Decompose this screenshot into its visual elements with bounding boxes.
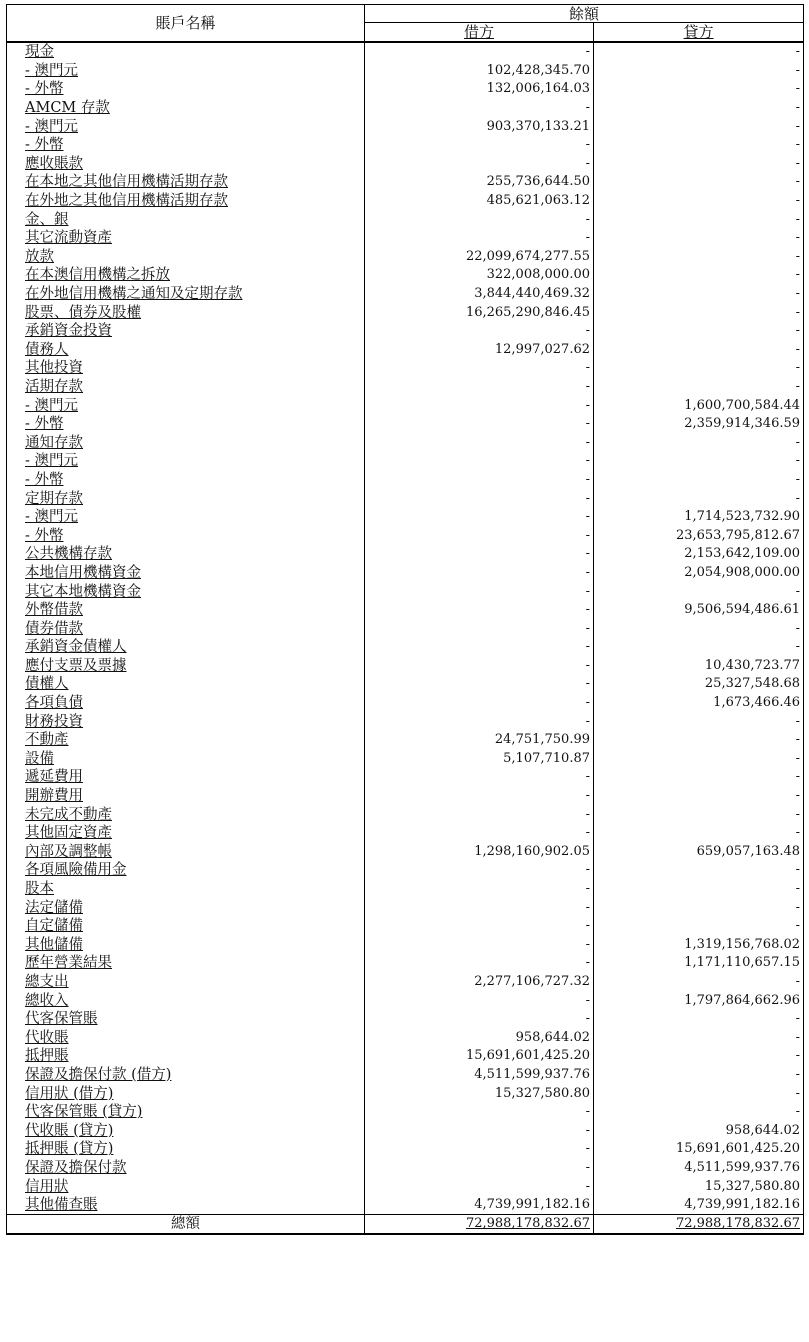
account-name-cell: 抵押賬: [7, 1047, 365, 1066]
table-row: [7, 1066, 804, 1085]
debit-cell: -: [365, 322, 594, 341]
account-name-header: 賬戶名稱: [7, 5, 365, 43]
credit-cell: -: [594, 285, 804, 304]
account-name-cell: - 外幣: [7, 80, 365, 99]
debit-cell: -: [365, 508, 594, 527]
account-name-cell: - 澳門元: [7, 508, 365, 527]
table-row: [7, 545, 804, 564]
account-name-cell: 保證及擔保付款: [7, 1159, 365, 1178]
debit-cell: 12,997,027.62: [365, 341, 594, 360]
table-row: [7, 1084, 804, 1103]
table-row: [7, 285, 804, 304]
account-name-cell: 本地信用機構資金: [7, 564, 365, 583]
debit-cell: 903,370,133.21: [365, 117, 594, 136]
debit-cell: -: [365, 1177, 594, 1196]
debit-cell: -: [365, 1010, 594, 1029]
credit-cell: 1,171,110,657.15: [594, 954, 804, 973]
debit-cell: -: [365, 768, 594, 787]
credit-cell: -: [594, 861, 804, 880]
credit-cell: -: [594, 248, 804, 267]
account-name-cell: - 澳門元: [7, 117, 365, 136]
table-row: [7, 433, 804, 452]
table-row: [7, 805, 804, 824]
account-name-cell: 債務人: [7, 341, 365, 360]
account-name-cell: 其他儲備: [7, 936, 365, 955]
debit-cell: -: [365, 396, 594, 415]
account-name-cell: 應收賬款: [7, 155, 365, 174]
debit-cell: -: [365, 471, 594, 490]
credit-cell: 1,673,466.46: [594, 694, 804, 713]
table-row: [7, 564, 804, 583]
debit-cell: 485,621,063.12: [365, 192, 594, 211]
account-name-cell: 設備: [7, 750, 365, 769]
credit-cell: -: [594, 712, 804, 731]
debit-cell: -: [365, 359, 594, 378]
debit-cell: 1,298,160,902.05: [365, 843, 594, 862]
total-label: 總額: [7, 1215, 365, 1235]
account-name-cell: 其他投資: [7, 359, 365, 378]
credit-cell: -: [594, 750, 804, 769]
debit-cell: -: [365, 898, 594, 917]
table-row: [7, 787, 804, 806]
account-name-cell: 自定儲備: [7, 917, 365, 936]
credit-cell: 2,359,914,346.59: [594, 415, 804, 434]
credit-cell: 1,797,864,662.96: [594, 991, 804, 1010]
debit-cell: -: [365, 1121, 594, 1140]
account-name-cell: AMCM 存款: [7, 99, 365, 118]
table-row: [7, 1028, 804, 1047]
debit-cell: 4,511,599,937.76: [365, 1066, 594, 1085]
account-name-cell: 信用狀 (借方): [7, 1084, 365, 1103]
table-row: [7, 341, 804, 360]
table-row: [7, 712, 804, 731]
table-row: [7, 1103, 804, 1122]
debit-cell: -: [365, 42, 594, 62]
account-name-cell: 活期存款: [7, 378, 365, 397]
debit-cell: -: [365, 545, 594, 564]
account-name-cell: 代客保管賬 (貸方): [7, 1103, 365, 1122]
table-row: [7, 99, 804, 118]
account-name-cell: 遞延費用: [7, 768, 365, 787]
credit-cell: -: [594, 917, 804, 936]
credit-cell: 1,600,700,584.44: [594, 396, 804, 415]
table-header: [7, 5, 804, 43]
table-row: [7, 452, 804, 471]
debit-cell: -: [365, 489, 594, 508]
credit-cell: -: [594, 824, 804, 843]
account-name-cell: 承銷資金債權人: [7, 638, 365, 657]
credit-cell: -: [594, 731, 804, 750]
account-name-cell: 在外地之其他信用機構活期存款: [7, 192, 365, 211]
credit-cell: -: [594, 136, 804, 155]
credit-header: 貸方: [594, 23, 804, 43]
table-row: [7, 991, 804, 1010]
credit-cell: 1,714,523,732.90: [594, 508, 804, 527]
table-row: [7, 973, 804, 992]
table-row: [7, 731, 804, 750]
credit-cell: 23,653,795,812.67: [594, 526, 804, 545]
table-row: [7, 489, 804, 508]
debit-cell: 16,265,290,846.45: [365, 303, 594, 322]
debit-cell: -: [365, 787, 594, 806]
credit-cell: 25,327,548.68: [594, 675, 804, 694]
debit-cell: -: [365, 638, 594, 657]
account-name-cell: 代收賬 (貸方): [7, 1121, 365, 1140]
table-row: [7, 657, 804, 676]
credit-cell: -: [594, 378, 804, 397]
account-name-cell: 各項風險備用金: [7, 861, 365, 880]
table-row: [7, 954, 804, 973]
debit-cell: 4,739,991,182.16: [365, 1196, 594, 1215]
account-name-cell: 代客保管賬: [7, 1010, 365, 1029]
debit-cell: 24,751,750.99: [365, 731, 594, 750]
table-row: [7, 359, 804, 378]
table-row: [7, 675, 804, 694]
account-name-cell: 放款: [7, 248, 365, 267]
debit-cell: 2,277,106,727.32: [365, 973, 594, 992]
account-name-cell: 定期存款: [7, 489, 365, 508]
credit-cell: 15,691,601,425.20: [594, 1140, 804, 1159]
credit-cell: 4,739,991,182.16: [594, 1196, 804, 1215]
account-name-cell: 金、銀: [7, 210, 365, 229]
account-name-cell: 在本地之其他信用機構活期存款: [7, 173, 365, 192]
table-row: [7, 861, 804, 880]
debit-cell: -: [365, 378, 594, 397]
table-row: [7, 62, 804, 81]
account-name-cell: 股本: [7, 880, 365, 899]
table-row: [7, 694, 804, 713]
debit-cell: 132,006,164.03: [365, 80, 594, 99]
table-row: [7, 1140, 804, 1159]
account-name-cell: 債權人: [7, 675, 365, 694]
credit-cell: -: [594, 898, 804, 917]
debit-cell: -: [365, 136, 594, 155]
credit-cell: 10,430,723.77: [594, 657, 804, 676]
debit-cell: 958,644.02: [365, 1028, 594, 1047]
balance-header: 餘額: [365, 5, 804, 23]
credit-cell: 4,511,599,937.76: [594, 1159, 804, 1178]
account-name-cell: 總支出: [7, 973, 365, 992]
account-name-cell: 通知存款: [7, 433, 365, 452]
credit-cell: -: [594, 619, 804, 638]
account-name-cell: 承銷資金投資: [7, 322, 365, 341]
account-name-cell: 各項負債: [7, 694, 365, 713]
table-row: [7, 173, 804, 192]
debit-header: 借方: [365, 23, 594, 43]
credit-cell: -: [594, 880, 804, 899]
table-row: [7, 1121, 804, 1140]
table-row: [7, 1177, 804, 1196]
debit-cell: -: [365, 954, 594, 973]
debit-cell: -: [365, 155, 594, 174]
debit-cell: 5,107,710.87: [365, 750, 594, 769]
credit-cell: 1,319,156,768.02: [594, 936, 804, 955]
credit-cell: -: [594, 1047, 804, 1066]
debit-cell: -: [365, 712, 594, 731]
table-row: [7, 936, 804, 955]
account-name-cell: 歷年營業結果: [7, 954, 365, 973]
debit-cell: 15,327,580.80: [365, 1084, 594, 1103]
debit-cell: -: [365, 824, 594, 843]
credit-cell: -: [594, 638, 804, 657]
credit-cell: -: [594, 1103, 804, 1122]
account-name-cell: - 外幣: [7, 136, 365, 155]
account-name-cell: 在本澳信用機構之拆放: [7, 266, 365, 285]
debit-cell: 322,008,000.00: [365, 266, 594, 285]
table-row: [7, 750, 804, 769]
debit-cell: -: [365, 1103, 594, 1122]
debit-cell: -: [365, 1159, 594, 1178]
table-row: [7, 378, 804, 397]
table-row: [7, 508, 804, 527]
account-name-cell: 公共機構存款: [7, 545, 365, 564]
account-name-cell: 應付支票及票據: [7, 657, 365, 676]
table-row: [7, 471, 804, 490]
account-name-cell: 股票、債券及股權: [7, 303, 365, 322]
account-name-cell: 其它流動資產: [7, 229, 365, 248]
table-row: [7, 155, 804, 174]
table-row: [7, 80, 804, 99]
credit-cell: 659,057,163.48: [594, 843, 804, 862]
credit-cell: -: [594, 266, 804, 285]
credit-cell: -: [594, 303, 804, 322]
trial-balance-table: [6, 4, 804, 1235]
account-name-cell: 保證及擔保付款 (借方): [7, 1066, 365, 1085]
credit-cell: -: [594, 471, 804, 490]
debit-cell: 22,099,674,277.55: [365, 248, 594, 267]
debit-cell: -: [365, 452, 594, 471]
table-row: [7, 303, 804, 322]
debit-cell: -: [365, 694, 594, 713]
credit-cell: 2,054,908,000.00: [594, 564, 804, 583]
account-name-cell: 其它本地機構資金: [7, 582, 365, 601]
table-row: [7, 843, 804, 862]
credit-cell: -: [594, 229, 804, 248]
table-row: [7, 192, 804, 211]
account-name-cell: 抵押賬 (貸方): [7, 1140, 365, 1159]
account-name-cell: 外幣借款: [7, 601, 365, 620]
credit-cell: -: [594, 805, 804, 824]
table-body: [7, 42, 804, 1215]
credit-cell: -: [594, 433, 804, 452]
credit-cell: -: [594, 117, 804, 136]
debit-cell: -: [365, 657, 594, 676]
debit-cell: -: [365, 99, 594, 118]
debit-cell: -: [365, 1140, 594, 1159]
account-name-cell: - 外幣: [7, 471, 365, 490]
debit-cell: -: [365, 880, 594, 899]
debit-cell: -: [365, 991, 594, 1010]
debit-cell: -: [365, 619, 594, 638]
table-row: [7, 1196, 804, 1215]
table-row: [7, 601, 804, 620]
table-row: [7, 917, 804, 936]
debit-cell: -: [365, 861, 594, 880]
debit-cell: -: [365, 582, 594, 601]
account-name-cell: 不動產: [7, 731, 365, 750]
account-name-cell: - 外幣: [7, 415, 365, 434]
table-row: [7, 880, 804, 899]
credit-cell: -: [594, 173, 804, 192]
account-name-cell: - 澳門元: [7, 62, 365, 81]
total-debit: 72,988,178,832.67: [365, 1215, 594, 1235]
credit-cell: -: [594, 973, 804, 992]
table-row: [7, 248, 804, 267]
credit-cell: 15,327,580.80: [594, 1177, 804, 1196]
debit-cell: -: [365, 805, 594, 824]
table-row: [7, 396, 804, 415]
table-row: [7, 582, 804, 601]
credit-cell: -: [594, 1066, 804, 1085]
debit-cell: -: [365, 675, 594, 694]
debit-cell: 15,691,601,425.20: [365, 1047, 594, 1066]
credit-cell: -: [594, 787, 804, 806]
credit-cell: -: [594, 42, 804, 62]
credit-cell: -: [594, 452, 804, 471]
account-name-cell: 未完成不動產: [7, 805, 365, 824]
credit-cell: -: [594, 62, 804, 81]
credit-cell: -: [594, 80, 804, 99]
account-name-cell: 法定儲備: [7, 898, 365, 917]
credit-cell: -: [594, 99, 804, 118]
account-name-cell: 開辦費用: [7, 787, 365, 806]
table-row: [7, 638, 804, 657]
table-row: [7, 117, 804, 136]
credit-cell: -: [594, 341, 804, 360]
table-row: [7, 229, 804, 248]
table-row: [7, 898, 804, 917]
table-row: [7, 768, 804, 787]
debit-cell: -: [365, 415, 594, 434]
account-name-cell: - 外幣: [7, 526, 365, 545]
credit-cell: -: [594, 192, 804, 211]
credit-cell: -: [594, 1028, 804, 1047]
table-row: [7, 1010, 804, 1029]
credit-cell: -: [594, 489, 804, 508]
account-name-cell: 總收入: [7, 991, 365, 1010]
account-name-cell: 代收賬: [7, 1028, 365, 1047]
debit-cell: -: [365, 917, 594, 936]
credit-cell: 958,644.02: [594, 1121, 804, 1140]
account-name-cell: 其他固定資產: [7, 824, 365, 843]
table-row: [7, 824, 804, 843]
debit-cell: -: [365, 601, 594, 620]
credit-cell: -: [594, 582, 804, 601]
credit-cell: -: [594, 1084, 804, 1103]
account-name-cell: 其他備查賬: [7, 1196, 365, 1215]
total-row: [7, 1215, 804, 1235]
table-row: [7, 266, 804, 285]
credit-cell: -: [594, 155, 804, 174]
credit-cell: -: [594, 1010, 804, 1029]
credit-cell: -: [594, 210, 804, 229]
account-name-cell: 在外地信用機構之通知及定期存款: [7, 285, 365, 304]
table-row: [7, 210, 804, 229]
table-row: [7, 415, 804, 434]
trial-balance-sheet: [6, 4, 803, 1235]
debit-cell: 102,428,345.70: [365, 62, 594, 81]
debit-cell: -: [365, 526, 594, 545]
credit-cell: -: [594, 768, 804, 787]
debit-cell: -: [365, 210, 594, 229]
credit-cell: 9,506,594,486.61: [594, 601, 804, 620]
table-row: [7, 322, 804, 341]
account-name-cell: 債券借款: [7, 619, 365, 638]
account-name-cell: 現金: [7, 42, 365, 62]
credit-cell: 2,153,642,109.00: [594, 545, 804, 564]
account-name-cell: 內部及調整帳: [7, 843, 365, 862]
table-row: [7, 619, 804, 638]
account-name-cell: 信用狀: [7, 1177, 365, 1196]
total-credit: 72,988,178,832.67: [594, 1215, 804, 1235]
debit-cell: -: [365, 564, 594, 583]
debit-cell: 3,844,440,469.32: [365, 285, 594, 304]
table-row: [7, 136, 804, 155]
debit-cell: -: [365, 936, 594, 955]
debit-cell: 255,736,644.50: [365, 173, 594, 192]
debit-cell: -: [365, 433, 594, 452]
table-row: [7, 1159, 804, 1178]
table-row: [7, 1047, 804, 1066]
credit-cell: -: [594, 322, 804, 341]
account-name-cell: - 澳門元: [7, 452, 365, 471]
credit-cell: -: [594, 359, 804, 378]
debit-cell: -: [365, 229, 594, 248]
table-row: [7, 42, 804, 62]
account-name-cell: 財務投資: [7, 712, 365, 731]
account-name-cell: - 澳門元: [7, 396, 365, 415]
table-row: [7, 526, 804, 545]
